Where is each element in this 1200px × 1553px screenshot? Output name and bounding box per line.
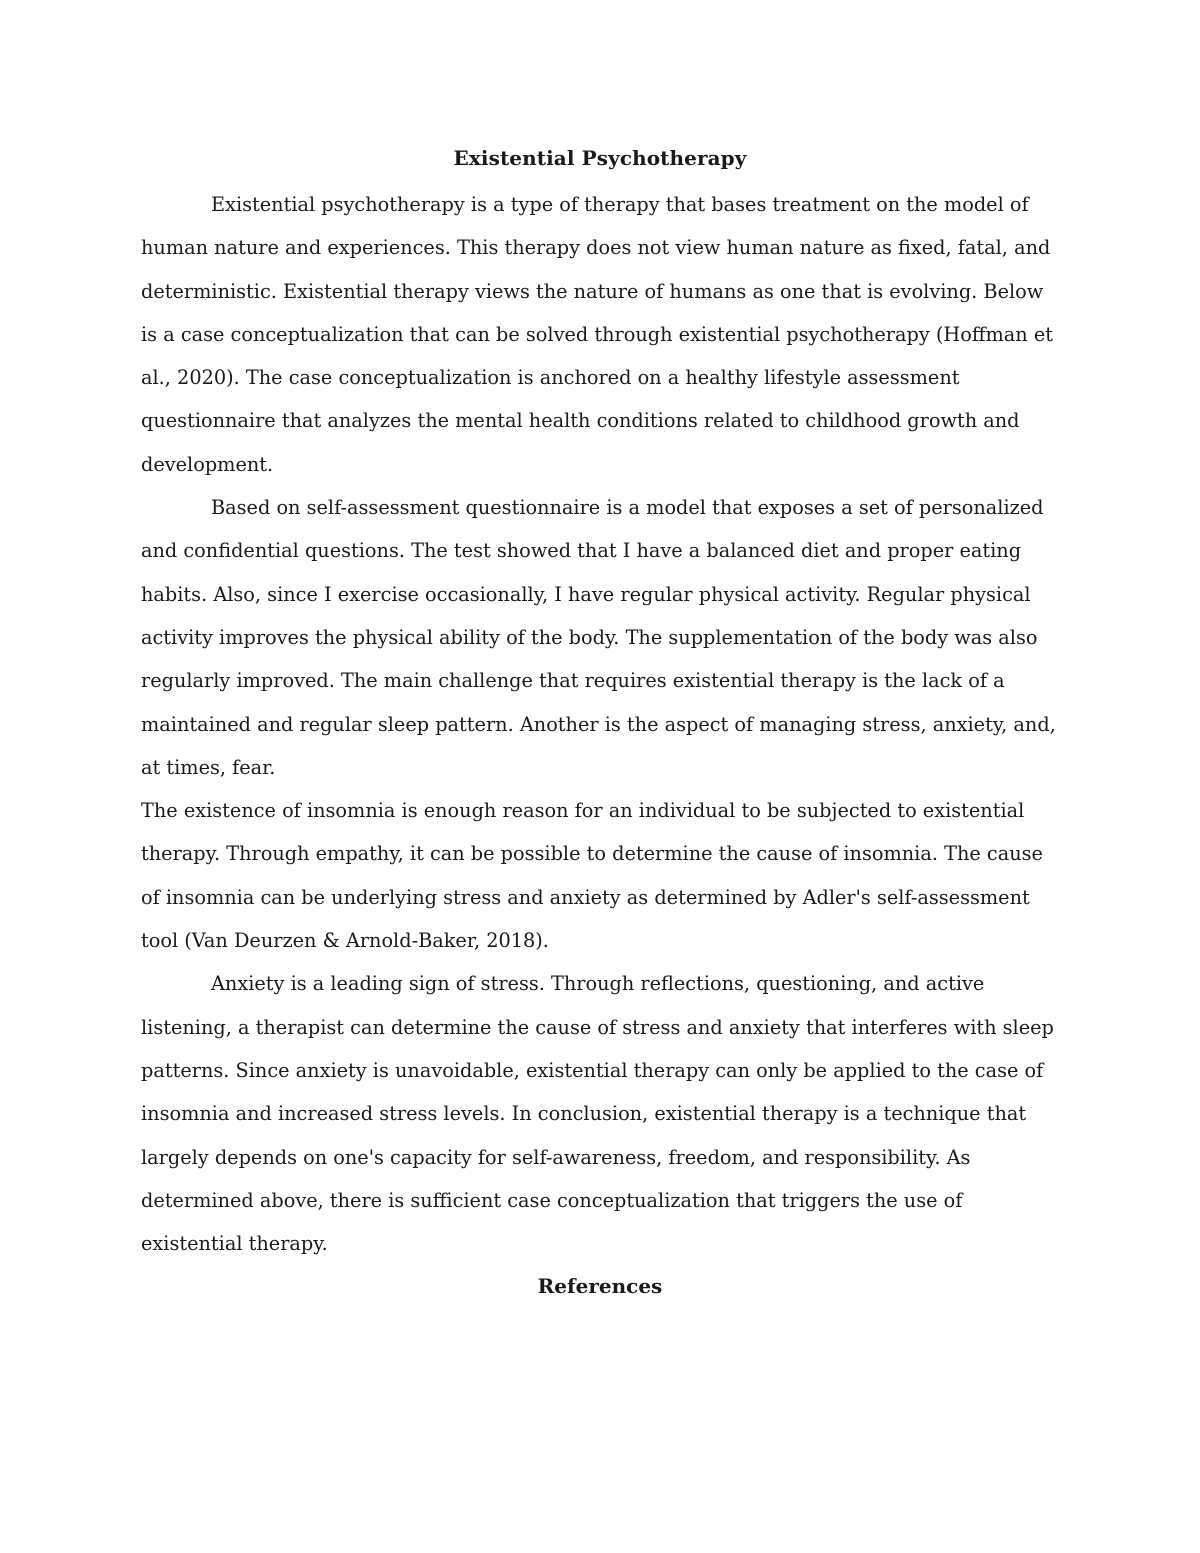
paragraph-self-assessment: Based on self-assessment questionnaire is a model that exposes a set of personalized and confidential questions. The test showed that I have a balanced diet and proper eating habits. Also, since I exercise occasionally, I have regular physical activity. Regular physical activity improves the physical ability of the body. The supplementation of the body was also regularly improved. The main challenge that requires existential therapy is the lack of a maintained and regular sleep pattern. Another is the aspect of managing stress, anxiety, and, at times, fear.	[141, 496, 1056, 779]
paragraph-insomnia: The existence of insomnia is enough reason for an individual to be subjected to existential therapy. Through empathy, it can be possible to determine the cause of insomnia. The cause of insomnia can be underlying stress and anxiety as determined by Adler's self-assessment tool (Van Deurzen & Arnold-Baker, 2018).	[141, 799, 1043, 953]
paragraph-conclusion: Anxiety is a leading sign of stress. Through reflections, questioning, and active listening, a therapist can determine the cause of stress and anxiety that interferes with sleep patterns. Since anxiety is unavoidable, existential therapy can only be applied to the case of insomnia and increased stress levels. In conclusion, existential therapy is a technique that largely depends on one's capacity for self-awareness, freedom, and responsibility. As determined above, there is sufficient case conceptualization that triggers the use of existential therapy.	[141, 972, 1054, 1256]
paragraph-introduction: Existential psychotherapy is a type of therapy that bases treatment on the model of human nature and experiences. This therapy does not view human nature as fixed, fatal, and deterministic. Existential therapy views the nature of humans as one that is evolving. Below is a case conceptualization that can be solved through existential psychotherapy (Hoffman et al., 2020). The case conceptualization is anchored on a healthy lifestyle assessment questionnaire that analyzes the mental health conditions related to childhood growth and development.	[141, 193, 1054, 476]
document-title: Existential Psychotherapy	[453, 146, 747, 170]
document-body	[141, 140, 1059, 1308]
references-heading: References	[537, 1274, 663, 1299]
